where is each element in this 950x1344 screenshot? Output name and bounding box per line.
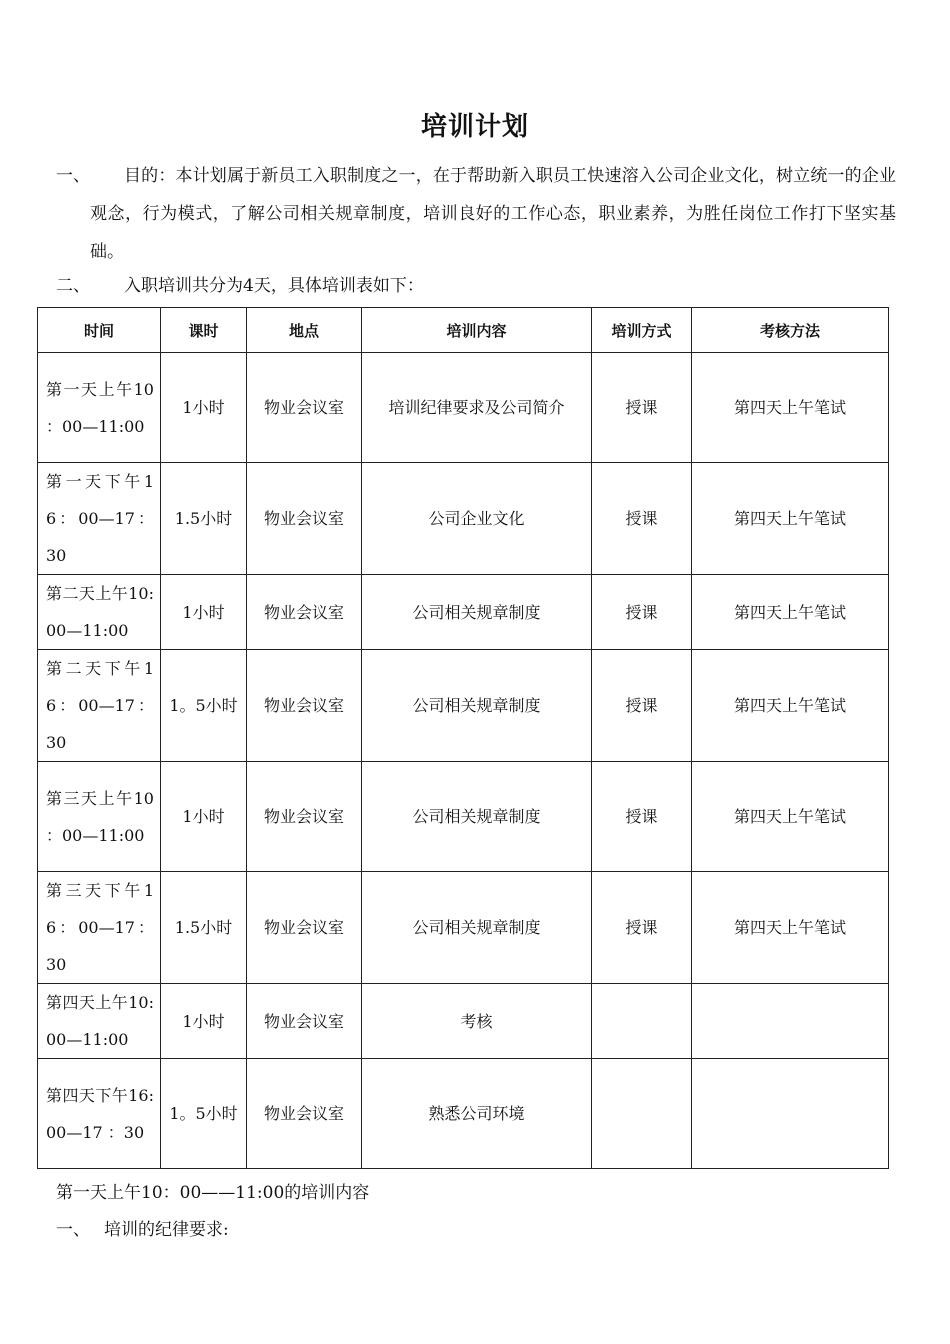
cell-time: 第二天下午16：00—17：30 bbox=[38, 650, 161, 762]
cell-content: 熟悉公司环境 bbox=[362, 1059, 592, 1169]
cell-method: 授课 bbox=[592, 353, 692, 463]
cell-time: 第一天下午16：00—17：30 bbox=[38, 463, 161, 575]
table-row bbox=[38, 1059, 889, 1169]
header-time: 时间 bbox=[38, 308, 161, 353]
cell-assessment bbox=[692, 984, 889, 1059]
cell-hours: 1小时 bbox=[161, 762, 247, 872]
cell-place: 物业会议室 bbox=[247, 1059, 362, 1169]
cell-hours: 1小时 bbox=[161, 353, 247, 463]
cell-place: 物业会议室 bbox=[247, 762, 362, 872]
cell-content: 考核 bbox=[362, 984, 592, 1059]
cell-assessment bbox=[692, 1059, 889, 1169]
cell-method bbox=[592, 984, 692, 1059]
cell-place: 物业会议室 bbox=[247, 575, 362, 650]
cell-content: 公司相关规章制度 bbox=[362, 872, 592, 984]
cell-assessment: 第四天上午笔试 bbox=[692, 762, 889, 872]
section-number: 一、 bbox=[56, 1220, 90, 1240]
document-title: 培训计划 bbox=[420, 112, 529, 142]
header-content: 培训内容 bbox=[362, 308, 592, 353]
cell-time: 第三天上午10 ：00—11:00 bbox=[38, 762, 161, 872]
day1-content-heading: 第一天上午10：00——11:00的培训内容 bbox=[56, 1183, 370, 1203]
cell-assessment: 第四天上午笔试 bbox=[692, 872, 889, 984]
cell-place: 物业会议室 bbox=[247, 872, 362, 984]
table-row bbox=[38, 872, 889, 984]
training-schedule-table bbox=[37, 307, 889, 1169]
cell-hours: 1小时 bbox=[161, 984, 247, 1059]
cell-content: 公司企业文化 bbox=[362, 463, 592, 575]
header-place: 地点 bbox=[247, 308, 362, 353]
cell-place: 物业会议室 bbox=[247, 463, 362, 575]
discipline-heading bbox=[56, 1215, 229, 1245]
cell-time: 第二天上午10:00—11:00 bbox=[38, 575, 161, 650]
cell-method: 授课 bbox=[592, 575, 692, 650]
cell-time: 第四天下午16:00—17 ：30 bbox=[38, 1059, 161, 1169]
cell-assessment: 第四天上午笔试 bbox=[692, 463, 889, 575]
section-text: 培训的纪律要求: bbox=[104, 1220, 229, 1240]
cell-place: 物业会议室 bbox=[247, 353, 362, 463]
cell-place: 物业会议室 bbox=[247, 984, 362, 1059]
cell-time: 第四天上午10:00—11:00 bbox=[38, 984, 161, 1059]
cell-method: 授课 bbox=[592, 762, 692, 872]
cell-content: 公司相关规章制度 bbox=[362, 650, 592, 762]
cell-method: 授课 bbox=[592, 463, 692, 575]
table-row bbox=[38, 463, 889, 575]
cell-hours: 1小时 bbox=[161, 575, 247, 650]
cell-content: 公司相关规章制度 bbox=[362, 575, 592, 650]
cell-content: 培训纪律要求及公司简介 bbox=[362, 353, 592, 463]
cell-assessment: 第四天上午笔试 bbox=[692, 650, 889, 762]
header-hours: 课时 bbox=[161, 308, 247, 353]
header-assessment: 考核方法 bbox=[692, 308, 889, 353]
table-header-row bbox=[38, 308, 889, 353]
cell-hours: 1。5小时 bbox=[161, 1059, 247, 1169]
cell-time: 第一天上午10 ：00—11:00 bbox=[38, 353, 161, 463]
table-row bbox=[38, 650, 889, 762]
section-text: 入职培训共分为4天，具体培训表如下： bbox=[124, 276, 424, 296]
cell-hours: 1.5小时 bbox=[161, 872, 247, 984]
section-schedule-intro bbox=[56, 267, 896, 305]
table-row bbox=[38, 575, 889, 650]
cell-assessment: 第四天上午笔试 bbox=[692, 575, 889, 650]
cell-method bbox=[592, 1059, 692, 1169]
section-number: 一、 bbox=[56, 166, 90, 186]
cell-assessment: 第四天上午笔试 bbox=[692, 353, 889, 463]
cell-hours: 1.5小时 bbox=[161, 463, 247, 575]
table-row bbox=[38, 353, 889, 463]
cell-content: 公司相关规章制度 bbox=[362, 762, 592, 872]
cell-method: 授课 bbox=[592, 872, 692, 984]
cell-time: 第三天下午16：00—17：30 bbox=[38, 872, 161, 984]
cell-method: 授课 bbox=[592, 650, 692, 762]
section-purpose bbox=[56, 157, 896, 271]
header-method: 培训方式 bbox=[592, 308, 692, 353]
table-row bbox=[38, 762, 889, 872]
table-row bbox=[38, 984, 889, 1059]
cell-hours: 1。5小时 bbox=[161, 650, 247, 762]
cell-place: 物业会议室 bbox=[247, 650, 362, 762]
section-number: 二、 bbox=[56, 276, 90, 296]
section-text: 目的：本计划属于新员工入职制度之一，在于帮助新入职员工快速溶入公司企业文化，树立统一的企业观念，行为模式，了解公司相关规章制度，培训良好的工作心态，职业素养，为胜任岗位工作打下坚实基础。 bbox=[90, 166, 896, 262]
